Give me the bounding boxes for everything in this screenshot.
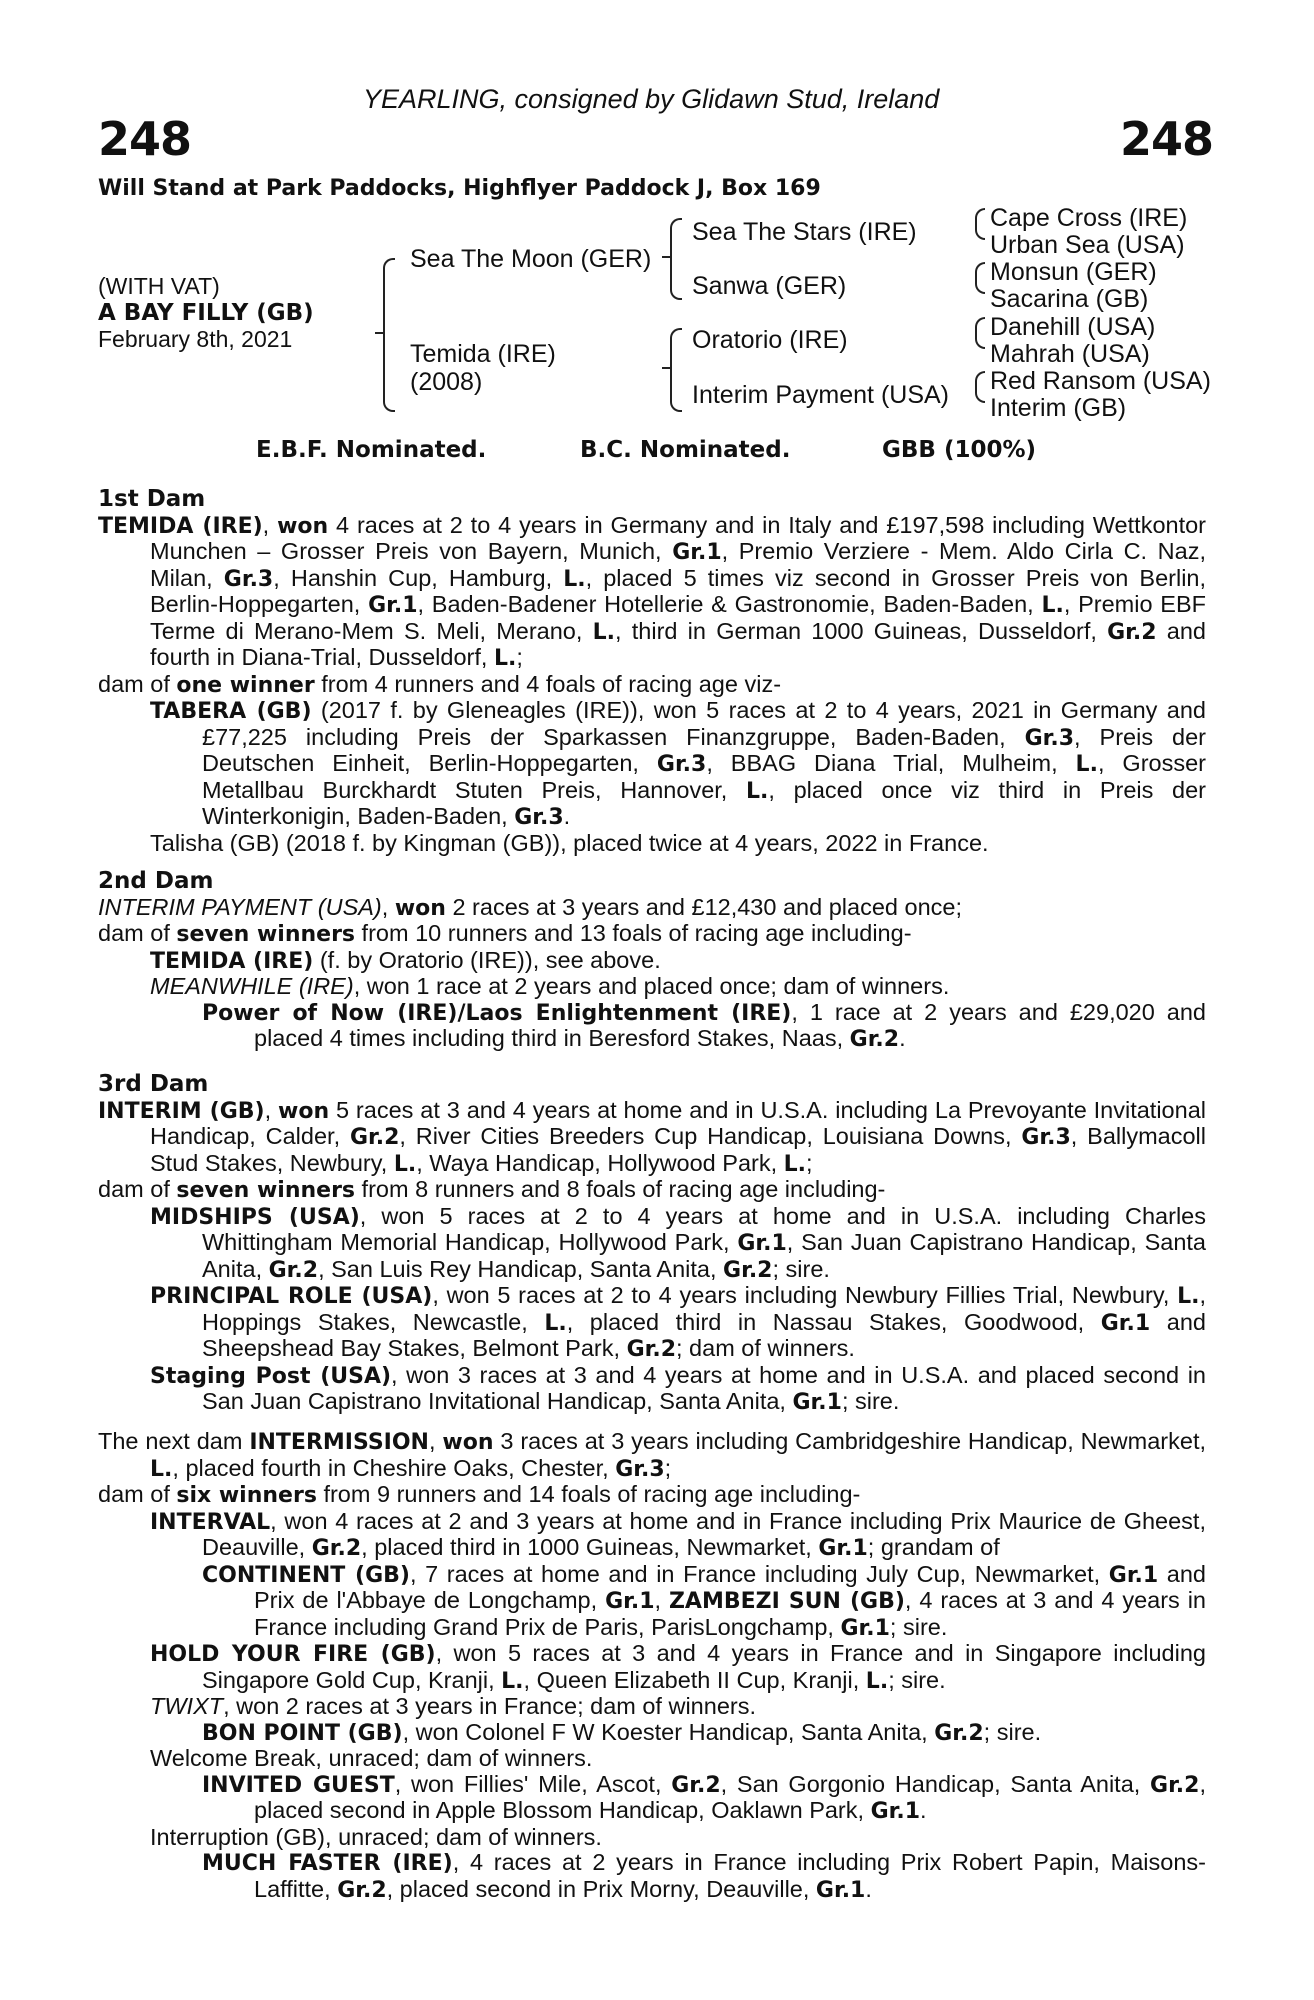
first-dam-heading: 1st Dam [98, 486, 206, 512]
pedigree-brace-main-point [375, 332, 383, 334]
ebf-nomination: E.B.F. Nominated. [256, 437, 487, 463]
third-dam-heading: 3rd Dam [98, 1071, 209, 1097]
first-dam-record: TEMIDA (IRE), won 4 races at 2 to 4 years in Germany and in Italy and £197,598 including Wettkontor Munchen – Grosser Preis von Bayern, Munich, Gr.1, Premio Verziere - Mem. Aldo Cirla C. Naz, Milan, Gr.3, Hanshin Cup, Hamburg, L., placed 5 times viz second in Grosser Preis von Berlin, Berlin-Hoppegarten, Gr.1, Baden-Badener Hotellerie & Gastronomie, Baden-Baden, L., Premio EBF Terme di Merano-Mem S. Meli, Merano, L., third in German 1000 Guineas, Dusseldorf, Gr.2 and fourth in Diana-Trial, Dusseldorf, L.; [98, 511, 1207, 671]
produce-twixt: TWIXT, won 2 races at 3 years in France; dam of winners. [150, 1693, 756, 1719]
produce-temida: TEMIDA (IRE) (f. by Oratorio (IRE)), see above. [150, 946, 661, 974]
third-dam-record: INTERIM (GB), won 5 races at 3 and 4 years at home and in U.S.A. including La Prevoyante Invitational Handicap, Calder, Gr.2, River Cities Breeders Cup Handicap, Louisiana Downs, Gr.3, Ballymacoll Stud Stakes, Newbury, L., Waya Handicap, Hollywood Park, L.; [98, 1096, 1206, 1177]
third-dam-produce-summary: dam of seven winners from 8 runners and 8 foals of racing age including- [98, 1176, 886, 1203]
second-dam-produce-summary: dam of seven winners from 10 runners and 13 foals of racing age including- [98, 920, 912, 947]
fourth-dam-produce-summary: dam of six winners from 9 runners and 14 foals of racing age including- [98, 1481, 861, 1508]
pedigree-brace-sire [670, 218, 682, 300]
bc-nomination: B.C. Nominated. [580, 437, 791, 463]
pedigree-sire: Sea The Moon (GER) [410, 245, 652, 273]
first-dam-section [98, 487, 1206, 856]
pedigree-ssd: Urban Sea (USA) [990, 231, 1185, 259]
pedigree-sire-sire: Sea The Stars (IRE) [692, 218, 917, 246]
fourth-dam-record: The next dam INTERMISSION, won 3 races at 3 years including Cambridgeshire Handicap, Newmarket, L., placed fourth in Cheshire Oaks, Chester, Gr.3; [98, 1428, 1207, 1482]
produce-bon-point: BON POINT (GB), won Colonel F W Koester Handicap, Santa Anita, Gr.2; sire. [202, 1718, 1042, 1746]
gbb-rating: GBB (100%) [882, 437, 1037, 463]
produce-meanwhile: MEANWHILE (IRE), won 1 race at 2 years and placed once; dam of winners. [150, 973, 950, 999]
pedigree-sire-dam: Sanwa (GER) [692, 272, 847, 300]
pedigree-brace-ss [975, 208, 985, 240]
pedigree-dam-sire: Oratorio (IRE) [692, 326, 848, 354]
pedigree-brace-dd [975, 371, 985, 403]
produce-principal-role: PRINCIPAL ROLE (USA), won 5 races at 2 to 4 years including Newbury Fillies Trial, Newbury, L., Hoppings Stakes, Newcastle, L., placed third in Nassau Stakes, Goodwood, Gr.1 and Sheepshead Bay Stakes, Belmont Park, Gr.2; dam of winners. [150, 1282, 1206, 1362]
pedigree-brace-ds [975, 317, 985, 349]
consignment-line: YEARLING, consigned by Glidawn Stud, Ireland [363, 84, 940, 114]
pedigree-dsd: Mahrah (USA) [990, 340, 1150, 368]
produce-midships: MIDSHIPS (USA), won 5 races at 2 to 4 years at home and in U.S.A. including Charles Whittingham Memorial Handicap, Hollywood Park, Gr.1, San Juan Capistrano Handicap, Santa Anita, Gr.2, San Luis Rey Handicap, Santa Anita, Gr.2; sire. [150, 1202, 1206, 1283]
produce-staging-post: Staging Post (USA), won 3 races at 3 and 4 years at home and in U.S.A. and placed second in San Juan Capistrano Invitational Handicap, Santa Anita, Gr.1; sire. [150, 1361, 1206, 1415]
second-dam-section [98, 869, 1206, 1053]
pedigree-ddd: Interim (GB) [990, 394, 1127, 422]
produce-invited-guest: INVITED GUEST, won Fillies' Mile, Ascot, Gr.2, San Gorgonio Handicap, Santa Anita, Gr.2, placed second in Apple Blossom Handicap, Oaklawn Park, Gr.1. [202, 1770, 1206, 1824]
pedigree-brace-sire-point [662, 256, 670, 258]
pedigree-brace-main [383, 258, 395, 412]
pedigree-brace-dam [670, 328, 682, 412]
pedigree-dam: Temida (IRE) [410, 340, 556, 368]
pedigree-dam-dam: Interim Payment (USA) [692, 381, 950, 409]
third-dam-section [98, 1072, 1206, 1416]
lot-number-right: 248 [1120, 112, 1214, 166]
vat-note: (WITH VAT) [98, 273, 220, 299]
produce-interval: INTERVAL, won 4 races at 2 and 3 years at home and in France including Prix Maurice de Gheest, Deauville, Gr.2, placed third in 1000 Guineas, Newmarket, Gr.1; grandam of [150, 1507, 1206, 1561]
first-dam-produce-summary: dam of one winner from 4 runners and 4 foals of racing age viz- [98, 670, 782, 698]
stand-location: Will Stand at Park Paddocks, Highflyer Paddock J, Box 169 [98, 176, 821, 201]
produce-tabera: TABERA (GB) (2017 f. by Gleneagles (IRE)), won 5 races at 2 to 4 years, 2021 in Germany and £77,225 including Preis der Sparkassen Finanzgruppe, Baden-Baden, Gr.3, Preis der Deutschen Einheit, Berlin-Hoppegarten, Gr.3, BBAG Diana Trial, Mulheim, L., Grosser Metallbau Burckhardt Stuten Preis, Hannover, L., placed once viz third in Preis der Winterkonigin, Baden-Baden, Gr.3. [150, 697, 1207, 830]
fourth-dam-section [98, 1429, 1206, 1903]
second-dam-heading: 2nd Dam [98, 868, 214, 894]
foaling-date: February 8th, 2021 [98, 326, 293, 352]
pedigree-sss: Cape Cross (IRE) [990, 204, 1188, 232]
pedigree-sdd: Sacarina (GB) [990, 285, 1149, 313]
produce-interruption: Interruption (GB), unraced; dam of winners. [150, 1823, 602, 1850]
pedigree-brace-sd [975, 262, 985, 294]
second-dam-record: INTERIM PAYMENT (USA), won 2 races at 3 years and £12,430 and placed once; [98, 893, 962, 921]
produce-talisha: Talisha (GB) (2018 f. by Kingman (GB)), placed twice at 4 years, 2022 in France. [150, 829, 989, 856]
produce-continent: CONTINENT (GB), 7 races at home and in France including July Cup, Newmarket, Gr.1 and Prix de l'Abbaye de Longchamp, Gr.1, ZAMBEZI SUN (GB), 4 races at 3 and 4 years in France including Grand Prix de Paris, ParisLongchamp, Gr.1; sire. [202, 1560, 1207, 1641]
pedigree-brace-dam-point [662, 367, 670, 369]
horse-name: A BAY FILLY (GB) [98, 300, 314, 326]
pedigree-dam-year: (2008) [410, 368, 483, 396]
produce-hold-your-fire: HOLD YOUR FIRE (GB), won 5 races at 3 and 4 years in France and in Singapore including Singapore Gold Cup, Kranji, L., Queen Elizabeth II Cup, Kranji, L.; sire. [150, 1640, 1206, 1694]
produce-power-of-now: Power of Now (IRE)/Laos Enlightenment (IRE), 1 race at 2 years and £29,020 and placed 4 times including third in Beresford Stakes, Naas, Gr.2. [202, 998, 1206, 1052]
pedigree-dds: Red Ransom (USA) [990, 367, 1211, 395]
produce-welcome-break: Welcome Break, unraced; dam of winners. [150, 1745, 593, 1771]
pedigree-dss: Danehill (USA) [990, 313, 1156, 341]
produce-much-faster: MUCH FASTER (IRE), 4 races at 2 years in France including Prix Robert Papin, Maisons-Laffitte, Gr.2, placed second in Prix Morny, Deauville, Gr.1. [202, 1849, 1206, 1903]
pedigree-sds: Monsun (GER) [990, 258, 1157, 286]
lot-number-left: 248 [98, 112, 192, 166]
